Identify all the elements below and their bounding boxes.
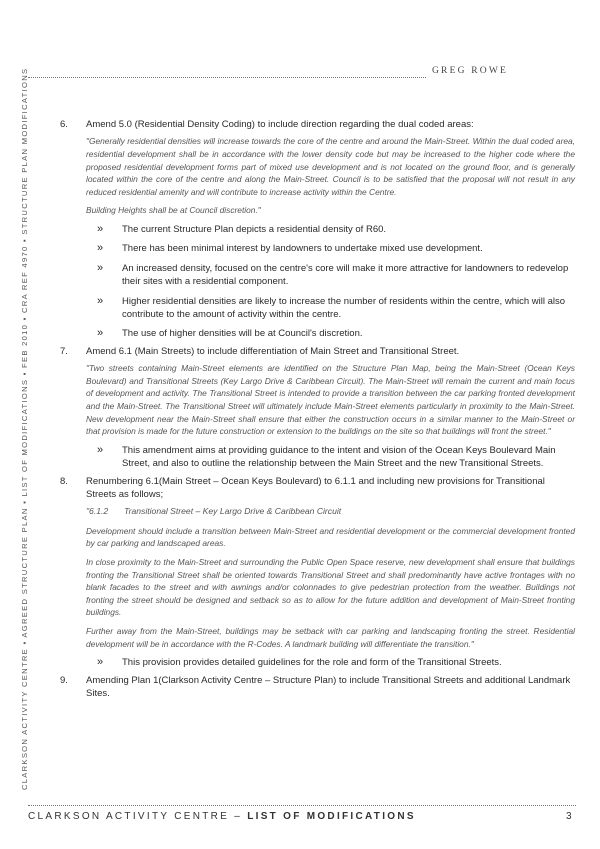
subsection-number: "6.1.2 xyxy=(86,506,109,517)
footer-title-normal: CLARKSON ACTIVITY CENTRE – xyxy=(28,811,243,822)
header-divider xyxy=(28,77,426,78)
item-number: 9. xyxy=(60,674,68,686)
quoted-provision: Further away from the Main-Street, buildings may be setback with car parking and landscaping fronting the street. Residential development will be in accordance with the R-Codes. A landmark building will differentiate the transition." xyxy=(86,625,575,649)
quoted-provision: Development should include a transition between Main-Street and residential development or the commercial development fronted by car parking and landscaped areas. xyxy=(86,525,575,549)
quoted-provision: "Generally residential densities will increase towards the core of the centre and around the Main-Street. Within the dual coded area, residential development shall be in accordance with the lower density code but may be increased to the higher code where the proposed residential development forms part of mixed use development and is not located on the ground floor, and is generally located within the core of the centre and along the Main-Street. Council is to be satisfied that the proposal will not result in any reduced residential amenity and will contribute to increase activity within the Centre. xyxy=(86,136,575,197)
bullet-icon: » xyxy=(97,222,104,235)
quoted-provision: "Two streets containing Main-Street elements are identified on the Structure Plan Map, being the Main-Street (Ocean Keys Boulevard) and Transitional Streets (Key Largo Drive & Caribbean Circuit). The Main-Street will remain the current and main focus of development and activity. The Transitional Street is intended to provide a transition between the car parking fronted development and the Main-Street. The Transitional Street will ultimately include Main-Street elements particularly in proximity to the Main-Street. New development near the Main-Street shall ensure that either the construction occurs in a similar manner to the Main-Street or that provision is made for the future construction or extension to the buildings on the site so that buildings will front the street." xyxy=(86,363,575,437)
bullet-item: » This amendment aims at providing guidance to the intent and vision of the Ocean Keys Boulevard Main Street, and also to outline the relationship between the Main Street and the new Transitional Streets. xyxy=(97,443,556,470)
subsection-heading xyxy=(86,505,575,518)
list-item-7 xyxy=(60,345,575,358)
header-brand: GREG ROWE xyxy=(432,66,509,76)
subsection-title: Transitional Street – Key Largo Drive & Caribbean Circuit xyxy=(124,506,342,517)
bullet-item: » There has been minimal interest by landowners to undertake mixed use development. xyxy=(97,242,483,255)
page-number: 3 xyxy=(566,811,572,822)
item-number: 8. xyxy=(60,475,68,487)
bullet-icon: » xyxy=(97,443,104,456)
list-item-8 xyxy=(60,475,575,502)
item-number: 7. xyxy=(60,345,68,357)
item-text: Amending Plan 1(Clarkson Activity Centre – Structure Plan) to include Transitional Streets and additional Landmark Sites. xyxy=(86,674,571,699)
side-running-text: CLARKSON ACTIVITY CENTRE ▪ AGREED STRUCTURE PLAN ▪ LIST OF MODIFICATIONS ▪ FEB 2010 ▪ CRA REF 4970 ▪ STRUCTURE PLAN MODIFICATIONS xyxy=(20,67,29,790)
bullet-icon: » xyxy=(97,327,104,340)
rationale-list xyxy=(97,656,575,669)
item-number: 6. xyxy=(60,119,68,130)
rationale-list xyxy=(97,444,575,471)
bullet-item: » This provision provides detailed guidelines for the role and form of the Transitional Streets. xyxy=(97,656,502,669)
quoted-provision: In close proximity to the Main-Street and surrounding the Public Open Space reserve, new development shall ensure that buildings fronting the Transitional Street shall be oriented towards Transitional Street and shall predominantly have active frontages with no blank facades to the street and with awnings and/or colonnades to give pedestrian protection from the weather. Buildings not fronting the street should be designed and setback so as to allow for the future addition and development of Main-Street fronting buildings. xyxy=(86,557,575,618)
bullet-item: » An increased density, focused on the centre's core will make it more attractive for landowners to redevelop their sites with a residential component. xyxy=(97,261,569,288)
list-item-9 xyxy=(60,674,575,701)
bullet-icon: » xyxy=(97,656,104,669)
bullet-item: » The current Structure Plan depicts a residential density of R60. xyxy=(97,222,387,235)
rationale-list xyxy=(97,223,575,341)
bullet-item: » Higher residential densities are likely to increase the number of residents within the centre, which will also contribute to the amount of activity within the centre. xyxy=(97,294,566,320)
document-body xyxy=(60,118,575,700)
bullet-icon: » xyxy=(97,294,104,307)
bullet-item: » The use of higher densities will be at Council's discretion. xyxy=(97,327,363,340)
footer-title xyxy=(28,811,416,822)
item-text: Amend 6.1 (Main Streets) to include differentiation of Main Street and Transitional Street. xyxy=(86,345,460,357)
item-text: Amend 5.0 (Residential Density Coding) to include direction regarding the dual coded areas: xyxy=(86,119,474,130)
bullet-icon: » xyxy=(97,261,104,274)
footer-title-bold: LIST OF MODIFICATIONS xyxy=(247,811,416,822)
bullet-icon: » xyxy=(97,242,104,255)
quoted-provision: Building Heights shall be at Council discretion." xyxy=(86,205,261,216)
footer-divider xyxy=(28,805,576,806)
list-item-6 xyxy=(60,118,575,131)
item-text: Renumbering 6.1(Main Street – Ocean Keys Boulevard) to 6.1.1 and including new provisions for Transitional Streets as follows; xyxy=(86,475,545,500)
